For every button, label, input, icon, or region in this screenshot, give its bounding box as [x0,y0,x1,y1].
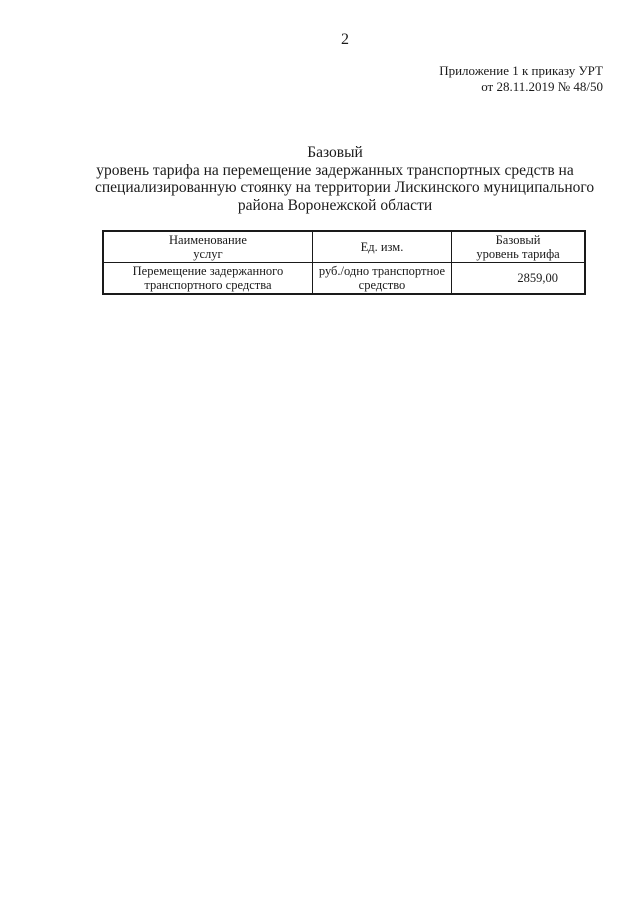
table-row [103,263,585,295]
header-tariff-line-2: уровень тарифа [476,247,560,261]
table-header-row [103,231,585,263]
cell-unit-line-1: руб./одно транспортное [318,264,446,278]
header-tariff [452,231,585,263]
cell-unit-line-2: средство [358,278,406,292]
appendix-line-2: от 28.11.2019 № 48/50 [481,79,603,94]
tariff-table [102,230,586,295]
appendix-line-1: Приложение 1 к приказу УРТ [439,63,603,78]
header-tariff-line-1: Базовый [495,233,541,247]
cell-tariff-value: 2859,00 [452,263,585,295]
cell-service-line-1: Перемещение задержанного [132,264,284,278]
document-title [95,144,595,214]
title-line-3: специализированную стоянку на территории Лискинского муниципального [95,179,595,196]
cell-service [103,263,312,295]
title-line-2: уровень тарифа на перемещение задержанных транспортных средств на [96,161,574,179]
page-number: 2 [341,31,349,48]
cell-unit [312,263,451,295]
header-service-line-2: услуг [193,247,223,261]
header-service [103,231,312,263]
header-unit-line-1: Ед. изм. [360,240,404,254]
title-line-1: Базовый [307,144,363,161]
header-unit [312,231,451,263]
header-service-line-1: Наименование [169,233,247,247]
appendix-reference [439,63,603,95]
cell-service-line-2: транспортного средства [144,278,272,292]
title-line-4: района Воронежской области [237,196,433,214]
